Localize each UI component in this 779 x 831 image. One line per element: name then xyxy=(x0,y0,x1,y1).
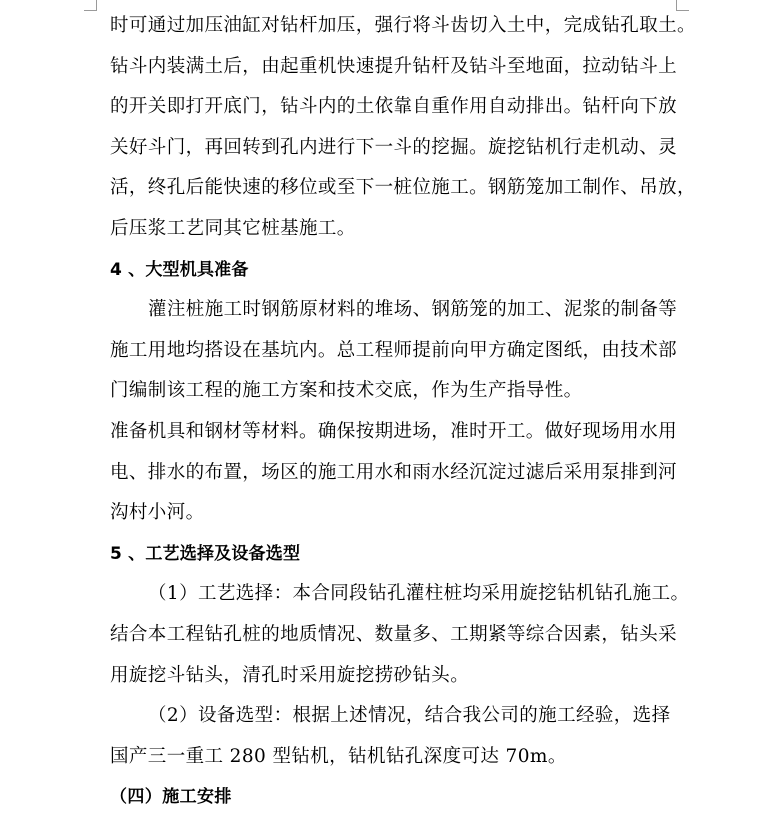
paragraph-line: 门编制该工程的施工方案和技术交底，作为生产指导性。 xyxy=(110,380,583,402)
paragraph-line: 用旋挖斗钻头，清孔时采用旋挖捞砂钻头。 xyxy=(110,664,470,686)
paragraph-line: 施工用地均搭设在基坑内。总工程师提前向甲方确定图纸，由技术部 xyxy=(110,339,678,361)
paragraph-line: 国产三一重工 280 型钻机，钻机钻孔深度可达 70m。 xyxy=(110,745,567,767)
right-margin-corner-mark xyxy=(676,0,689,11)
document-body xyxy=(110,6,696,818)
paragraph-line: 沟村小河。 xyxy=(110,502,205,524)
paragraph-line: 灌注桩施工时钢筋原材料的堆场、钢筋笼的加工、泥浆的制备等 xyxy=(148,299,678,321)
paragraph-line: 电、排水的布置，场区的施工用水和雨水经沉淀过滤后采用泵排到河 xyxy=(110,461,678,483)
chapter-heading-construction-arrangement: （四）施工安排 xyxy=(110,787,232,808)
paragraph-line: 活，终孔后能快速的移位或至下一桩位施工。钢筋笼加工制作、吊放， xyxy=(110,177,696,199)
paragraph-line: 后压浆工艺同其它桩基施工。 xyxy=(110,217,356,239)
paragraph-line: （1）工艺选择：本合同段钻孔灌柱桩均采用旋挖钻机钻孔施工。 xyxy=(148,583,690,605)
section-heading-4: 4 、大型机具准备 xyxy=(110,259,249,280)
paragraph-line: 结合本工程钻孔桩的地质情况、数量多、工期紧等综合因素，钻头采 xyxy=(110,623,678,645)
left-margin-corner-mark xyxy=(84,0,97,11)
section-heading-5: 5 、工艺选择及设备选型 xyxy=(110,543,301,564)
paragraph-line: 钻斗内装满土后，由起重机快速提升钻杆及钻斗至地面，拉动钻斗上 xyxy=(110,55,678,77)
paragraph-line: 准备机具和钢材等材料。确保按期进场，准时开工。做好现场用水用 xyxy=(110,420,678,442)
paragraph-line: 关好斗门，再回转到孔内进行下一斗的挖掘。旋挖钻机行走机动、灵 xyxy=(110,136,678,158)
paragraph-line: （2）设备选型：根据上述情况，结合我公司的施工经验，选择 xyxy=(148,705,671,727)
paragraph-line: 时可通过加压油缸对钻杆加压，强行将斗齿切入土中，完成钻孔取土。 xyxy=(110,15,696,36)
paragraph-line: 的开关即打开底门，钻斗内的土依靠自重作用自动排出。钻杆向下放 xyxy=(110,96,678,118)
